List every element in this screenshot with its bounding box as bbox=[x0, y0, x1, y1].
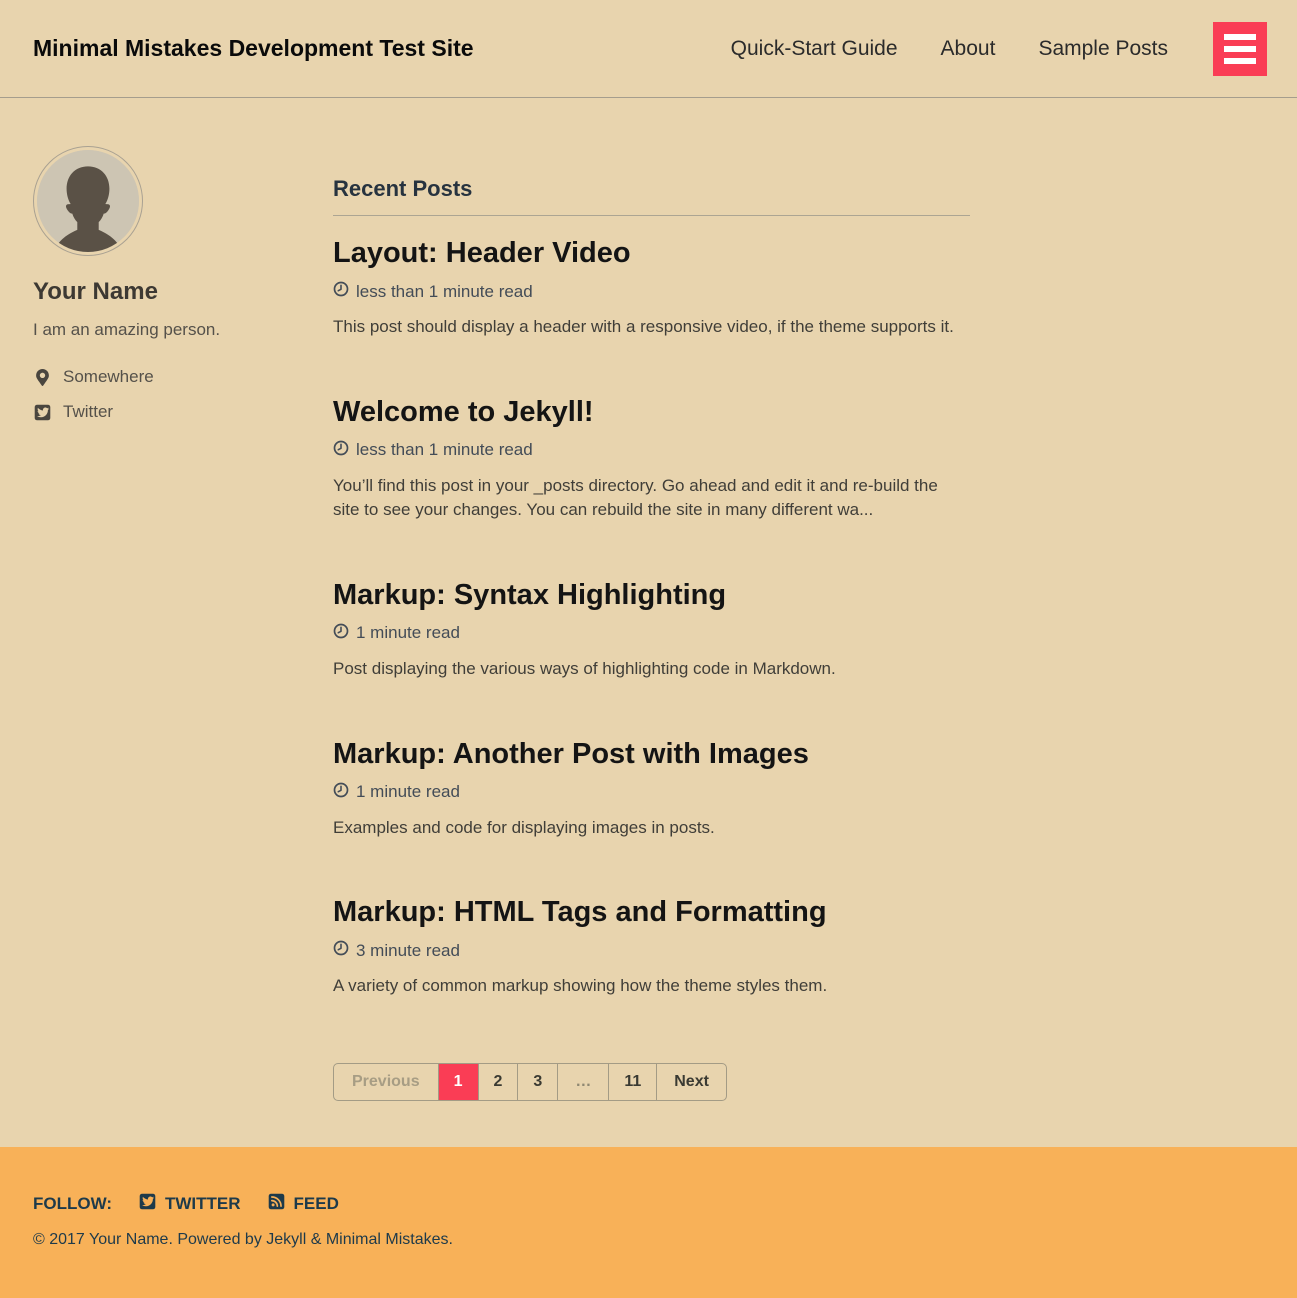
post-title[interactable]: Markup: Another Post with Images bbox=[333, 737, 809, 770]
read-time: 1 minute read bbox=[356, 782, 460, 802]
masthead-nav bbox=[731, 37, 1168, 61]
clock-icon bbox=[333, 623, 349, 644]
post-excerpt: Post displaying the various ways of highlighting code in Markdown. bbox=[333, 658, 836, 678]
pagination-page-3[interactable]: 3 bbox=[517, 1064, 557, 1100]
post-list bbox=[333, 237, 970, 999]
twitter-icon bbox=[139, 1193, 156, 1215]
read-time: less than 1 minute read bbox=[356, 281, 533, 301]
post-meta bbox=[333, 281, 970, 302]
content-area bbox=[333, 146, 970, 1101]
footer-feed-link[interactable] bbox=[268, 1193, 339, 1215]
author-bio: I am an amazing person. bbox=[33, 320, 221, 339]
location-icon bbox=[33, 369, 51, 386]
twitter-icon bbox=[33, 404, 51, 421]
post-item bbox=[333, 896, 970, 999]
author-twitter-link[interactable] bbox=[33, 402, 333, 422]
author-location-label: Somewhere bbox=[63, 367, 154, 386]
pagination-ellipsis: … bbox=[557, 1064, 608, 1100]
author-location-link[interactable] bbox=[33, 367, 333, 387]
pagination-next-button[interactable]: Next bbox=[656, 1064, 726, 1100]
copyright-text: © 2017 Your Name. Powered by Jekyll & Minimal Mistakes. bbox=[33, 1231, 453, 1248]
site-title[interactable]: Minimal Mistakes Development Test Site bbox=[33, 35, 474, 61]
masthead bbox=[0, 0, 1297, 98]
post-excerpt: Examples and code for displaying images in posts. bbox=[333, 817, 715, 837]
read-time: less than 1 minute read bbox=[356, 440, 533, 460]
post-item bbox=[333, 579, 970, 682]
pagination-previous-button[interactable]: Previous bbox=[352, 1072, 420, 1090]
post-meta bbox=[333, 782, 970, 803]
hamburger-menu-button[interactable] bbox=[1213, 22, 1267, 76]
author-twitter-label: Twitter bbox=[63, 402, 114, 421]
author-sidebar bbox=[33, 146, 333, 422]
recent-posts-heading: Recent Posts bbox=[333, 176, 970, 216]
masthead-right bbox=[731, 22, 1267, 76]
nav-link-sample-posts[interactable]: Sample Posts bbox=[1038, 36, 1168, 60]
author-name: Your Name bbox=[33, 278, 158, 305]
post-title[interactable]: Layout: Header Video bbox=[333, 237, 631, 269]
post-excerpt: A variety of common markup showing how the theme styles them. bbox=[333, 976, 828, 996]
author-links bbox=[33, 367, 333, 422]
post-meta bbox=[333, 623, 970, 644]
read-time: 3 minute read bbox=[356, 940, 460, 960]
pagination-page-2[interactable]: 2 bbox=[478, 1064, 518, 1100]
clock-icon bbox=[333, 440, 349, 461]
hamburger-icon bbox=[1224, 34, 1256, 40]
page-footer bbox=[0, 1147, 1297, 1298]
post-title[interactable]: Markup: Syntax Highlighting bbox=[333, 578, 727, 611]
avatar bbox=[33, 146, 143, 256]
footer-twitter-label: TWITTER bbox=[165, 1194, 241, 1213]
clock-icon bbox=[333, 281, 349, 302]
nav-link-quick-start-guide[interactable]: Quick-Start Guide bbox=[730, 36, 898, 60]
pagination-page-1-active[interactable]: 1 bbox=[438, 1064, 478, 1100]
post-item bbox=[333, 237, 970, 340]
footer-feed-label: FEED bbox=[293, 1194, 339, 1213]
pagination-page-11[interactable]: 11 bbox=[608, 1064, 656, 1100]
post-meta bbox=[333, 940, 970, 961]
clock-icon bbox=[333, 782, 349, 803]
avatar-placeholder-image bbox=[37, 150, 139, 252]
footer-twitter-link[interactable] bbox=[139, 1193, 241, 1215]
main-layout bbox=[0, 98, 1297, 1147]
post-item bbox=[333, 738, 970, 841]
post-excerpt: This post should display a header with a responsive video, if the theme supports it. bbox=[333, 317, 954, 336]
footer-follow-row bbox=[33, 1193, 1264, 1215]
read-time: 1 minute read bbox=[356, 623, 460, 643]
post-excerpt: You’ll find this post in your _posts directory. Go ahead and edit it and re-build the site to see your changes. You can rebuild the site in many different wa... bbox=[333, 475, 938, 520]
follow-label: FOLLOW: bbox=[33, 1194, 112, 1213]
post-meta bbox=[333, 440, 970, 461]
post-title[interactable]: Welcome to Jekyll! bbox=[333, 395, 594, 428]
clock-icon bbox=[333, 940, 349, 961]
rss-icon bbox=[268, 1193, 285, 1215]
pagination bbox=[333, 1063, 727, 1101]
post-item bbox=[333, 396, 970, 523]
nav-link-about[interactable]: About bbox=[940, 36, 996, 60]
post-title[interactable]: Markup: HTML Tags and Formatting bbox=[333, 896, 827, 929]
